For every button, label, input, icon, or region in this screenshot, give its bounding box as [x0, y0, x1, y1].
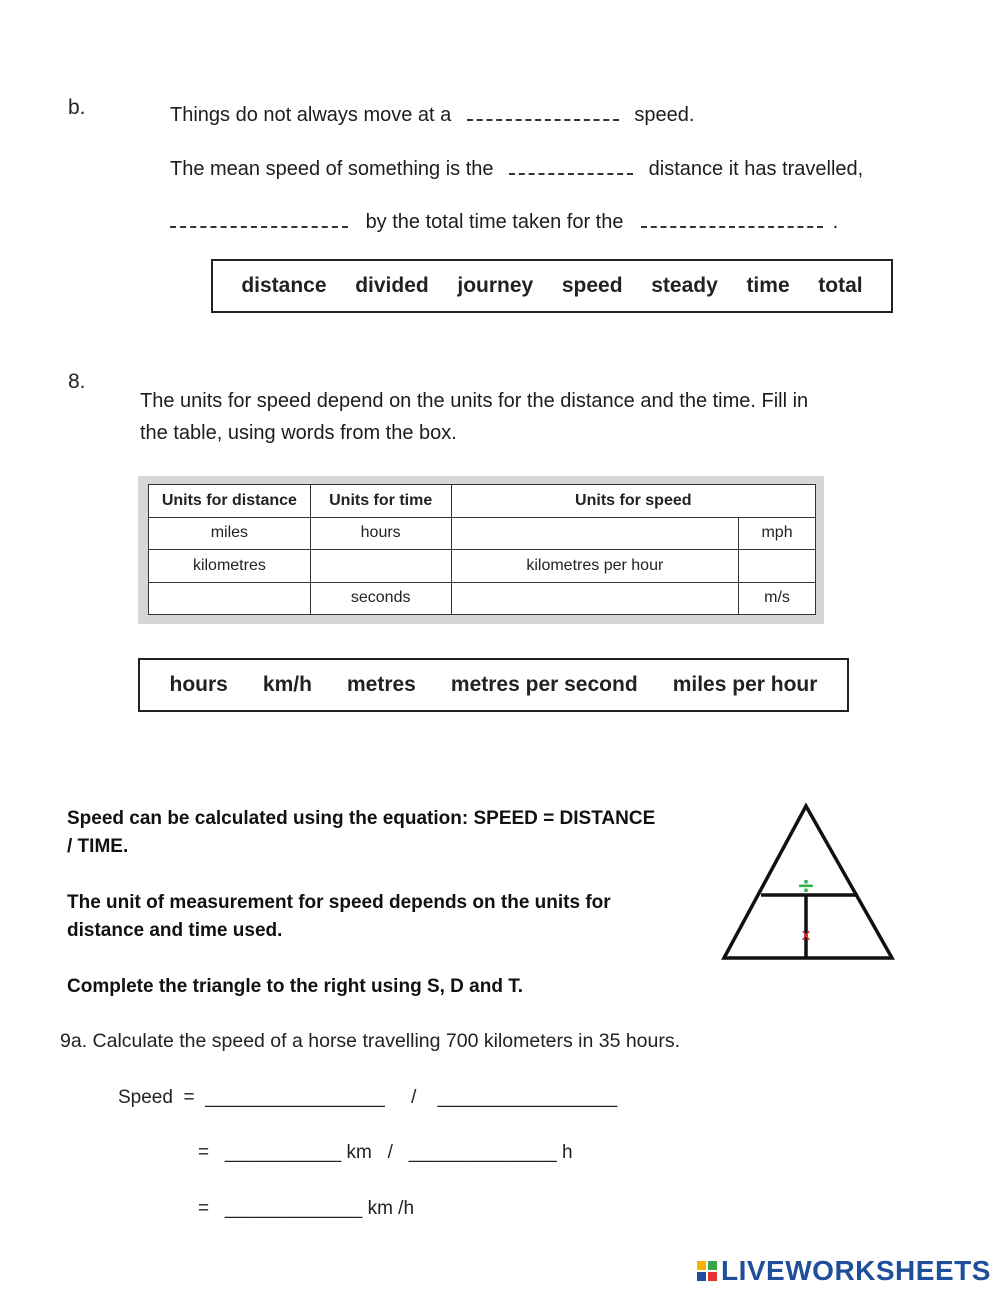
line-2-start: The mean speed of something is the	[170, 158, 494, 180]
line-2-end: distance it has travelled,	[648, 158, 864, 180]
multiply-symbol: x	[801, 925, 811, 944]
word-box-item: km/h	[262, 673, 312, 696]
paragraph-line: The unit of measurement for speed depends on the units for	[67, 892, 611, 913]
section-8-instruction-1: The units for speed depend on the units for the distance and the time. Fill in	[140, 390, 809, 412]
word-box-item: distance	[241, 274, 327, 297]
section-8-label: 8.	[68, 370, 86, 393]
table-cell-blank[interactable]	[310, 550, 451, 583]
table-cell: kilometres	[149, 550, 311, 583]
word-box-b	[211, 259, 893, 313]
table-cell-blank[interactable]	[451, 582, 738, 615]
table-cell-blank[interactable]	[451, 517, 738, 550]
units-paragraph	[67, 889, 611, 945]
word-box-item: metres per second	[450, 673, 638, 696]
word-box-8	[138, 658, 849, 712]
line-1-start: Things do not always move at a	[170, 104, 452, 126]
word-box-item: steady	[651, 274, 718, 297]
table-cell-blank[interactable]	[149, 582, 311, 615]
speed-equation-paragraph	[67, 805, 655, 861]
units-table-frame	[138, 476, 824, 624]
word-box-item: total	[818, 274, 863, 297]
line-3-end: .	[832, 211, 839, 233]
section-b-line-2	[170, 158, 863, 181]
header-units-time: Units for time	[310, 485, 451, 518]
paragraph-line: distance and time used.	[67, 920, 283, 941]
logo-text: LIVEWORKSHEETS	[721, 1255, 991, 1286]
calc-line-1[interactable]: Speed = _________________ / _________________	[118, 1087, 618, 1108]
table-row	[149, 582, 816, 615]
header-units-speed: Units for speed	[451, 485, 815, 518]
table-row	[149, 550, 816, 583]
table-cell: m/s	[739, 582, 816, 615]
blank-3[interactable]	[170, 212, 348, 228]
table-cell: kilometres per hour	[451, 550, 738, 583]
paragraph-line: / TIME.	[67, 836, 129, 857]
section-8-instruction-2: the table, using words from the box.	[140, 422, 457, 444]
paragraph-line: Speed can be calculated using the equation: SPEED = DISTANCE	[67, 808, 656, 829]
line-1-end: speed.	[634, 104, 695, 126]
table-cell-blank[interactable]	[739, 550, 816, 583]
calc-line-2[interactable]: = ___________ km / ______________ h	[198, 1142, 573, 1163]
table-header-row	[149, 485, 816, 518]
word-box-item: time	[746, 274, 790, 297]
section-b-line-1	[170, 104, 694, 127]
word-box-item: divided	[355, 274, 429, 297]
units-table	[148, 484, 816, 615]
divide-symbol: ÷	[796, 874, 816, 899]
section-b-line-3	[170, 211, 838, 234]
triangle-instruction: Complete the triangle to the right using S, D and T.	[67, 976, 524, 997]
question-9a-prompt: 9a. Calculate the speed of a horse travelling 700 kilometers in 35 hours.	[60, 1030, 681, 1052]
blank-4[interactable]	[641, 212, 823, 228]
word-box-item: speed	[561, 274, 623, 297]
logo-icon	[697, 1261, 717, 1281]
table-row	[149, 517, 816, 550]
calc-line-3[interactable]: = _____________ km /h	[198, 1198, 415, 1219]
formula-triangle	[718, 800, 898, 965]
table-cell: mph	[739, 517, 816, 550]
blank-1[interactable]	[467, 105, 619, 121]
word-box-item: miles per hour	[672, 673, 818, 696]
table-cell: miles	[149, 517, 311, 550]
table-cell: hours	[310, 517, 451, 550]
section-b-label: b.	[68, 96, 86, 119]
header-units-distance: Units for distance	[149, 485, 311, 518]
word-box-item: metres	[346, 673, 416, 696]
blank-2[interactable]	[509, 159, 633, 175]
liveworksheets-logo	[697, 1255, 991, 1287]
word-box-item: journey	[457, 274, 534, 297]
line-3-mid: by the total time taken for the	[365, 211, 624, 233]
table-cell: seconds	[310, 582, 451, 615]
word-box-item: hours	[169, 673, 228, 696]
